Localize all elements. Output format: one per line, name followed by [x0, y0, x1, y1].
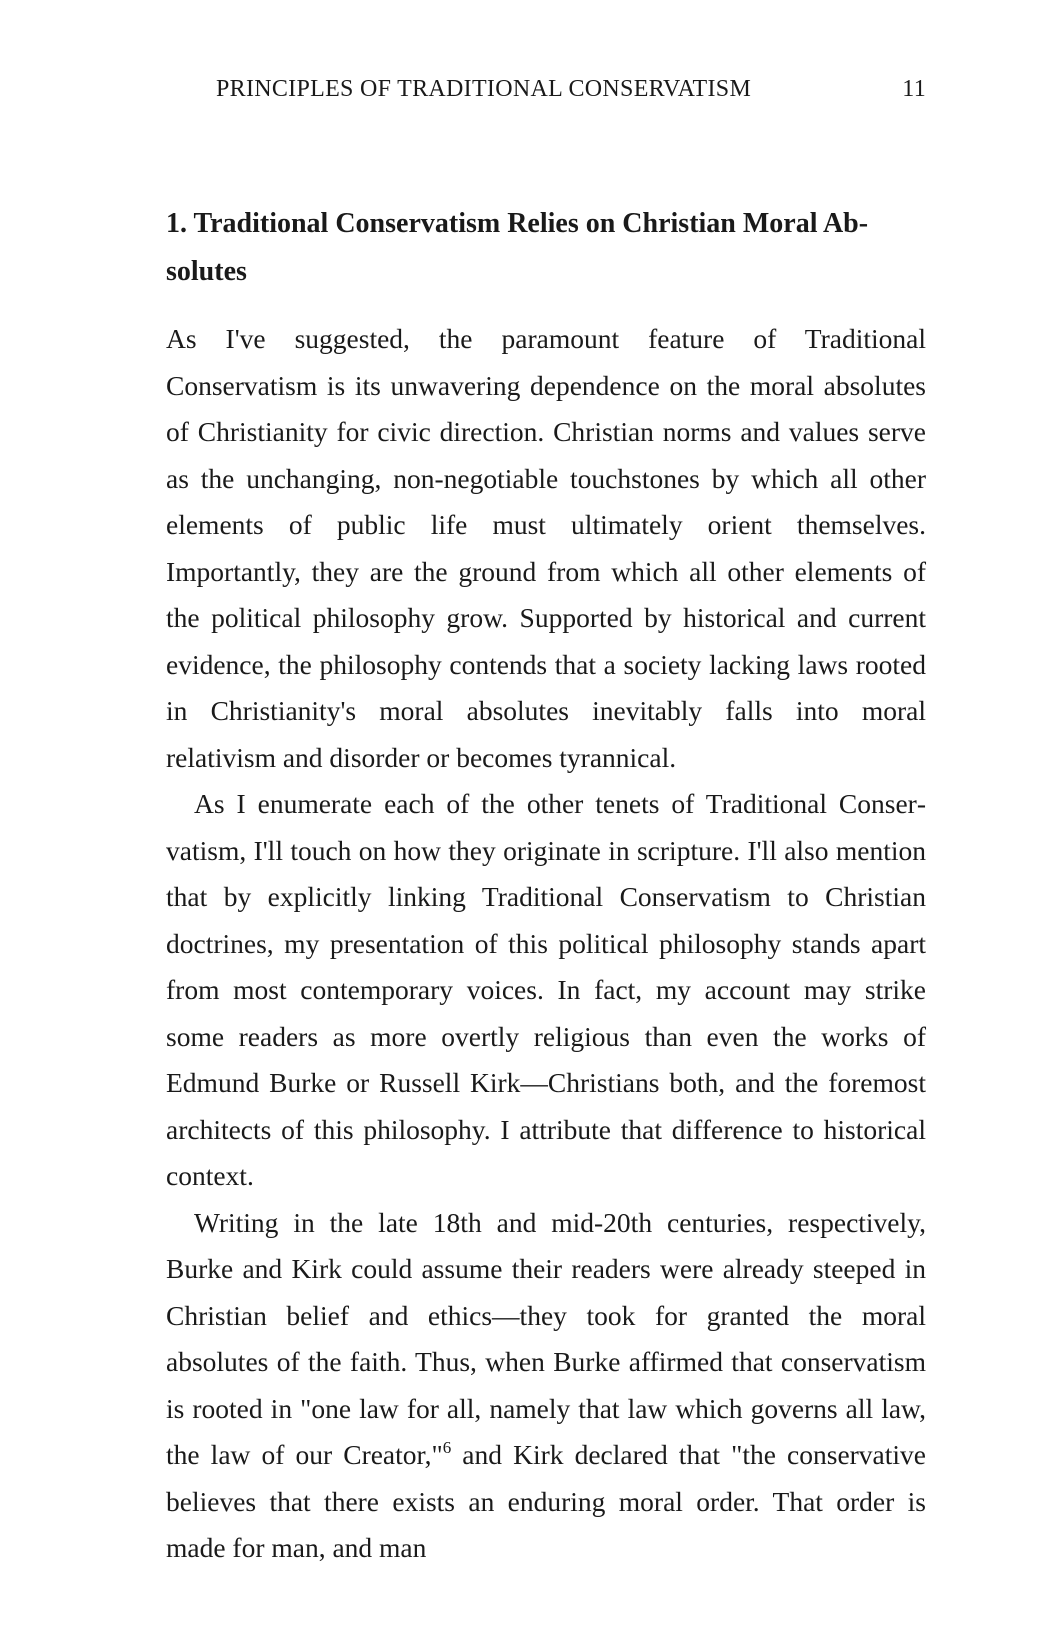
paragraph-text-before-note: Writing in the late 18th and mid-20th centuries, respectively, Burke and Kirk could assume their readers were already steeped in Christian belief and ethics—they took for granted the moral absolutes of the faith. Thus, when Burke affirmed that conservatism is rooted in "one law for all, namely that law which governs all law, the law of our Creator," [166, 1206, 926, 1470]
paragraph-text-after-note: and Kirk declared that "the conservative believes that there exists an enduring moral order. That order is made for man, and man [166, 1439, 927, 1563]
section-heading: 1. Traditional Conservatism Relies on Christian Moral Absolutes [166, 208, 869, 287]
running-title: PRINCIPLES OF TRADITIONAL CONSERVATISM [216, 76, 752, 102]
body-paragraph-1: As I've suggested, the paramount feature of Traditional Conservatism is its unwavering dependence on the moral absolutes of Christianity for civic direction. Christian norms and values serve as the unchanging, non-negotiable touchstones by which all other elements of public life must ultimately orient themselves. Importantly, they are the ground from which all other elements of the political philosophy grow. Supported by historical and current evidence, the philosophy contends that a society lacking laws rooted in Christianity's moral absolutes inevitably falls into moral relativism and disorder or becomes tyrannical. [166, 323, 926, 773]
footnote-reference[interactable]: 6 [442, 1438, 452, 1457]
running-head [166, 76, 926, 110]
page-body [166, 200, 926, 1572]
page-number: 11 [902, 76, 926, 102]
body-paragraph-2: As I enumerate each of the other tenets of Traditional Conservatism, I'll touch on how they originate in scripture. I'll also mention that by explicitly linking Traditional Conservatism to Christian doctrines, my presentation of this political philosophy stands apart from most contemporary voices. In fact, my account may strike some readers as more overtly religious than even the works of Edmund Burke or Russell Kirk—Christians both, and the foremost architects of this philosophy. I attribute that difference to historical context. [166, 788, 926, 1191]
body-paragraph-3 [166, 1200, 926, 1572]
